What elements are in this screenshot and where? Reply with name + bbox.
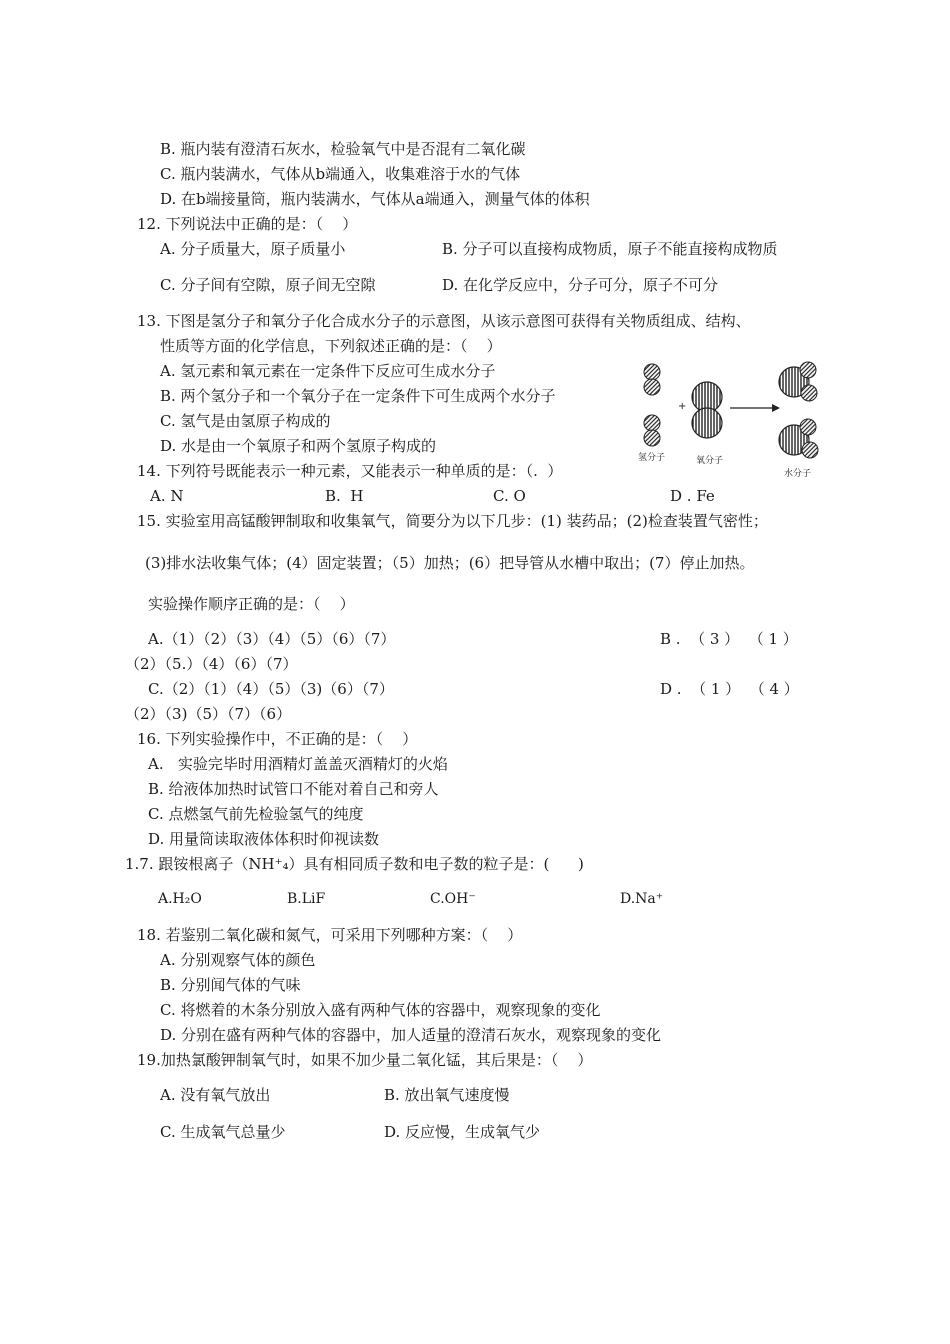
q15-option-a: A.（1）（2）（3）（4）（5）（6）（7） <box>148 630 396 648</box>
q14-option-b: B. H <box>325 487 364 505</box>
q16-option-d: D. 用量筒读取液体体积时仰视读数 <box>148 830 380 848</box>
q19-option-a: A. 没有氧气放出 <box>160 1086 271 1104</box>
q12-option-c: C. 分子间有空隙，原子间无空隙 <box>160 276 376 294</box>
hydrogen-molecule-2 <box>644 415 660 446</box>
q12-option-d: D. 在化学反应中，分子可分，原子不可分 <box>442 276 719 294</box>
q18-option-a: A. 分别观察气体的颜色 <box>160 951 316 969</box>
q12-stem: 12. 下列说法中正确的是：（ ） <box>137 215 358 233</box>
oxygen-molecule <box>692 382 722 438</box>
q17-option-d: D.Na⁺ <box>620 891 664 907</box>
q12-option-b: B. 分子可以直接构成物质，原子不能直接构成物质 <box>442 240 778 258</box>
q14-option-d: D . Fe <box>670 487 715 505</box>
q13-option-b: B. 两个氢分子和一个氧分子在一定条件下可生成两个水分子 <box>160 387 556 405</box>
q13-option-c: C. 氢气是由氢原子构成的 <box>160 412 331 430</box>
q13-option-d: D. 水是由一个氧原子和两个氢原子构成的 <box>160 437 437 455</box>
q11-option-c: C. 瓶内装满水，气体从b端通入，收集难溶于水的气体 <box>160 165 521 183</box>
q18-option-b: B. 分别闻气体的气味 <box>160 976 301 994</box>
q15-option-d-part2: （2）（3)（5）（7）（6） <box>125 705 292 723</box>
molecule-reaction-diagram <box>632 360 852 480</box>
q15-stem-line3: 实验操作顺序正确的是：（ ） <box>148 595 355 613</box>
hydrogen-molecule-1 <box>644 364 660 395</box>
q16-option-a: A. 实验完毕时用酒精灯盖盖灭酒精灯的火焰 <box>148 755 448 773</box>
q19-stem: 19.加热氯酸钾制氧气时，如果不加少量二氧化锰，其后果是：（ ） <box>137 1051 593 1069</box>
q17-option-b: B.LiF <box>287 891 326 907</box>
q17-option-a: A.H₂O <box>158 891 202 907</box>
q11-option-d: D. 在b端接量筒，瓶内装满水，气体从a端通入，测量气体的体积 <box>160 190 590 208</box>
q19-option-b: B. 放出氧气速度慢 <box>384 1086 510 1104</box>
q14-stem: 14. 下列符号既能表示一种元素，又能表示一种单质的是：（. ） <box>137 462 563 480</box>
q18-option-c: C. 将燃着的木条分别放入盛有两种气体的容器中，观察现象的变化 <box>160 1001 601 1019</box>
caption-water-molecule: 水分子 <box>784 469 812 479</box>
q17-stem: 1.7. 跟铵根离子（NH⁺₄）具有相同质子数和电子数的粒子是：( ) <box>125 855 584 873</box>
q16-option-c: C. 点燃氢气前先检验氢气的纯度 <box>148 805 364 823</box>
q13-stem-line1: 13. 下图是氢分子和氧分子化合成水分子的示意图，从该示意图可获得有关物质组成、结构、 <box>137 312 751 330</box>
q16-stem: 16. 下列实验操作中，不正确的是：（ ） <box>137 730 418 748</box>
q15-stem-line1: 15. 实验室用高锰酸钾制取和收集氧气，简要分为以下几步：(1) 装药品；(2)检查装置气密性； <box>137 512 768 530</box>
q11-option-b: B. 瓶内装有澄清石灰水，检验氧气中是否混有二氧化碳 <box>160 140 526 158</box>
caption-oxygen-molecule: 氧分子 <box>696 456 724 466</box>
q12-option-a: A. 分子质量大，原子质量小 <box>160 240 346 258</box>
q14-option-c: C. O <box>493 487 526 505</box>
q15-option-d-part1: D . （ 1 ） （ 4 ） <box>660 680 799 698</box>
q13-stem-line2: 性质等方面的化学信息，下列叙述正确的是：（ ） <box>160 337 502 355</box>
q17-option-c: C.OH⁻ <box>430 891 476 907</box>
q19-option-d: D. 反应慢，生成氧气少 <box>384 1123 541 1141</box>
reaction-arrow-icon <box>730 404 780 412</box>
q18-stem: 18. 若鉴别二氧化碳和氮气，可采用下列哪种方案：（ ） <box>137 926 523 944</box>
water-molecule-1 <box>779 362 817 401</box>
molecule-diagram-svg <box>632 360 852 480</box>
caption-hydrogen-molecule: 氢分子 <box>638 453 666 463</box>
plus-sign: + <box>678 401 687 412</box>
q19-option-c: C. 生成氧气总量少 <box>160 1123 286 1141</box>
q15-option-b-part2: （2）（5.）（4）（6）（7） <box>125 655 298 673</box>
water-molecule-2 <box>779 419 818 458</box>
q15-stem-line2: (3)排水法收集气体；(4）固定装置；（5）加热；(6）把导管从水槽中取出；(7）停止加热。 <box>145 554 755 572</box>
q16-option-b: B. 给液体加热时试管口不能对着自己和旁人 <box>148 780 439 798</box>
q13-option-a: A. 氢元素和氧元素在一定条件下反应可生成水分子 <box>160 362 496 380</box>
q18-option-d: D. 分别在盛有两种气体的容器中，加人适量的澄清石灰水，观察现象的变化 <box>160 1026 662 1044</box>
q14-option-a: A. N <box>150 487 184 505</box>
q15-option-b-part1: B . （ 3 ） （ 1 ） <box>660 630 798 648</box>
q15-option-c: C.（2）（1）（4）（5）（3)（6）（7） <box>148 680 394 698</box>
